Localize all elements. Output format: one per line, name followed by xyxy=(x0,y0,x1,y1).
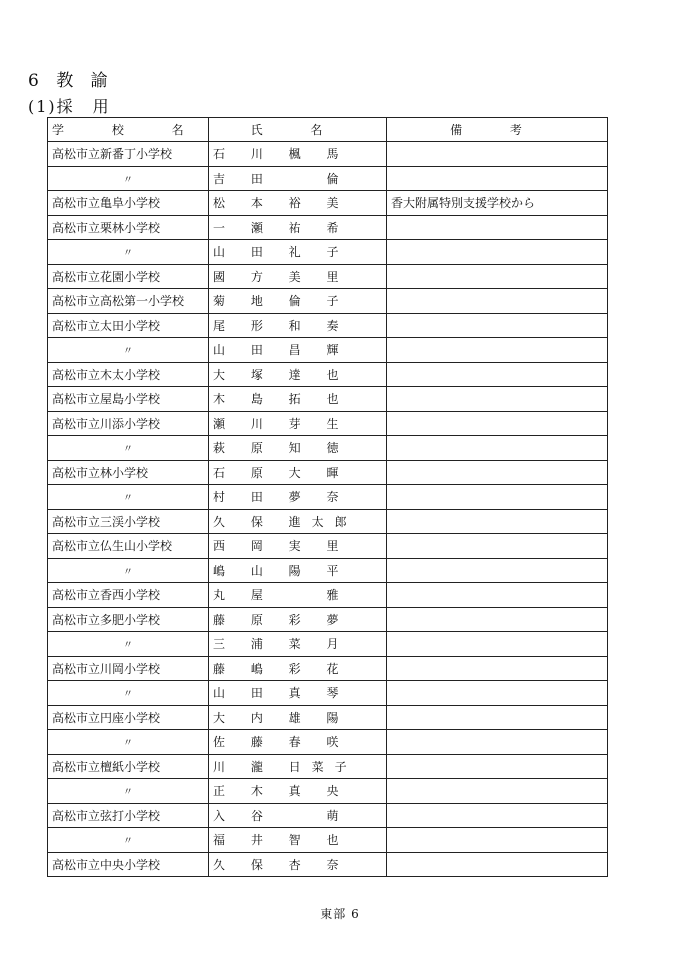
table-row xyxy=(48,607,608,632)
remarks-cell xyxy=(387,411,608,436)
teacher-name-cell: 川 瀧 日菜子 xyxy=(209,754,387,779)
remarks-cell xyxy=(387,387,608,412)
teacher-name-cell: 久 保 進太郎 xyxy=(209,509,387,534)
table-row xyxy=(48,338,608,363)
table-row xyxy=(48,534,608,559)
school-cell: 高松市立川岡小学校 xyxy=(48,656,209,681)
teacher-name-cell: 國 方 美 里 xyxy=(209,264,387,289)
table-row xyxy=(48,436,608,461)
teacher-name-cell: 山 田 昌 輝 xyxy=(209,338,387,363)
table-row xyxy=(48,142,608,167)
teacher-name-cell: 松 本 裕 美 xyxy=(209,191,387,216)
remarks-cell xyxy=(387,460,608,485)
remarks-cell xyxy=(387,803,608,828)
school-cell: 〃 xyxy=(48,730,209,755)
teacher-name-cell: 吉 田 倫 xyxy=(209,166,387,191)
teacher-name-cell: 嶋 山 陽 平 xyxy=(209,558,387,583)
remarks-cell xyxy=(387,436,608,461)
table-row xyxy=(48,583,608,608)
teacher-name-cell: 山 田 真 琴 xyxy=(209,681,387,706)
remarks-cell xyxy=(387,730,608,755)
school-cell: 高松市立林小学校 xyxy=(48,460,209,485)
teacher-name-cell: 西 岡 実 里 xyxy=(209,534,387,559)
table-row xyxy=(48,240,608,265)
remarks-cell xyxy=(387,656,608,681)
school-cell: 〃 xyxy=(48,779,209,804)
remarks-cell xyxy=(387,264,608,289)
teacher-name-cell: 山 田 礼 子 xyxy=(209,240,387,265)
teacher-name-cell: 萩 原 知 徳 xyxy=(209,436,387,461)
remarks-cell xyxy=(387,338,608,363)
remarks-cell xyxy=(387,485,608,510)
remarks-cell xyxy=(387,240,608,265)
appointment-table xyxy=(47,117,608,877)
school-cell: 高松市立檀紙小学校 xyxy=(48,754,209,779)
remarks-cell xyxy=(387,705,608,730)
remarks-cell xyxy=(387,779,608,804)
teacher-name-cell: 三 浦 菜 月 xyxy=(209,632,387,657)
table-row xyxy=(48,803,608,828)
school-cell: 高松市立太田小学校 xyxy=(48,313,209,338)
school-cell: 〃 xyxy=(48,485,209,510)
teacher-name-cell: 大 塚 達 也 xyxy=(209,362,387,387)
school-cell: 高松市立中央小学校 xyxy=(48,852,209,877)
teacher-name-cell: 佐 藤 春 咲 xyxy=(209,730,387,755)
remarks-cell xyxy=(387,534,608,559)
teacher-name-cell: 入 谷 萌 xyxy=(209,803,387,828)
school-cell: 高松市立弦打小学校 xyxy=(48,803,209,828)
table-row xyxy=(48,289,608,314)
table-row xyxy=(48,509,608,534)
school-cell: 高松市立香西小学校 xyxy=(48,583,209,608)
table-row xyxy=(48,681,608,706)
remarks-cell xyxy=(387,681,608,706)
school-cell: 高松市立多肥小学校 xyxy=(48,607,209,632)
table-row xyxy=(48,730,608,755)
school-cell: 高松市立亀阜小学校 xyxy=(48,191,209,216)
school-cell: 高松市立高松第一小学校 xyxy=(48,289,209,314)
remarks-cell xyxy=(387,509,608,534)
table-body xyxy=(48,142,608,877)
teacher-name-cell: 木 島 拓 也 xyxy=(209,387,387,412)
remarks-cell xyxy=(387,558,608,583)
table-row xyxy=(48,558,608,583)
table-row xyxy=(48,779,608,804)
page-footer: 東部 6 xyxy=(320,907,360,921)
teacher-name-cell: 久 保 杏 奈 xyxy=(209,852,387,877)
school-cell: 高松市立新番丁小学校 xyxy=(48,142,209,167)
school-cell: 高松市立栗林小学校 xyxy=(48,215,209,240)
table-row xyxy=(48,852,608,877)
teacher-name-cell: 菊 地 倫 子 xyxy=(209,289,387,314)
school-cell: 高松市立三渓小学校 xyxy=(48,509,209,534)
remarks-cell xyxy=(387,607,608,632)
school-cell: 〃 xyxy=(48,828,209,853)
remarks-cell xyxy=(387,632,608,657)
school-cell: 〃 xyxy=(48,338,209,363)
table-row xyxy=(48,460,608,485)
table-row xyxy=(48,754,608,779)
remarks-cell xyxy=(387,142,608,167)
school-cell: 〃 xyxy=(48,240,209,265)
table-row xyxy=(48,264,608,289)
teacher-name-cell: 大 内 雄 陽 xyxy=(209,705,387,730)
table-row xyxy=(48,485,608,510)
school-cell: 高松市立仏生山小学校 xyxy=(48,534,209,559)
remarks-cell xyxy=(387,828,608,853)
teacher-name-cell: 瀬 川 芽 生 xyxy=(209,411,387,436)
school-cell: 高松市立円座小学校 xyxy=(48,705,209,730)
remarks-cell xyxy=(387,215,608,240)
school-cell: 高松市立木太小学校 xyxy=(48,362,209,387)
remarks-cell xyxy=(387,289,608,314)
school-cell: 〃 xyxy=(48,166,209,191)
header-note: 備 考 xyxy=(387,118,608,142)
school-cell: 高松市立花園小学校 xyxy=(48,264,209,289)
remarks-cell xyxy=(387,362,608,387)
table-row xyxy=(48,656,608,681)
table-row xyxy=(48,313,608,338)
table-row xyxy=(48,215,608,240)
teacher-name-cell: 藤 原 彩 夢 xyxy=(209,607,387,632)
table-row xyxy=(48,828,608,853)
header-school: 学 校 名 xyxy=(48,118,209,142)
school-cell: 〃 xyxy=(48,632,209,657)
teacher-name-cell: 福 井 智 也 xyxy=(209,828,387,853)
teacher-name-cell: 藤 嶋 彩 花 xyxy=(209,656,387,681)
school-cell: 高松市立屋島小学校 xyxy=(48,387,209,412)
remarks-cell xyxy=(387,313,608,338)
table-row xyxy=(48,705,608,730)
teacher-name-cell: 一 瀬 祐 希 xyxy=(209,215,387,240)
teacher-name-cell: 石 川 楓 馬 xyxy=(209,142,387,167)
remarks-cell xyxy=(387,852,608,877)
teacher-name-cell: 尾 形 和 奏 xyxy=(209,313,387,338)
table-header-row xyxy=(48,118,608,142)
school-cell: 〃 xyxy=(48,681,209,706)
table-row xyxy=(48,362,608,387)
header-name: 氏 名 xyxy=(209,118,387,142)
school-cell: 〃 xyxy=(48,436,209,461)
subsection-title: (1)採 用 xyxy=(28,97,111,116)
remarks-cell xyxy=(387,166,608,191)
table-row xyxy=(48,632,608,657)
table-row xyxy=(48,166,608,191)
remarks-cell: 香大附属特別支援学校から xyxy=(387,191,608,216)
school-cell: 〃 xyxy=(48,558,209,583)
teacher-name-cell: 丸 屋 雅 xyxy=(209,583,387,608)
remarks-cell xyxy=(387,754,608,779)
table-row xyxy=(48,387,608,412)
teacher-name-cell: 正 木 真 央 xyxy=(209,779,387,804)
school-cell: 高松市立川添小学校 xyxy=(48,411,209,436)
teacher-name-cell: 石 原 大 暉 xyxy=(209,460,387,485)
table-row xyxy=(48,411,608,436)
table-row xyxy=(48,191,608,216)
teacher-name-cell: 村 田 夢 奈 xyxy=(209,485,387,510)
section-title: 6 教 諭 xyxy=(28,71,114,91)
remarks-cell xyxy=(387,583,608,608)
